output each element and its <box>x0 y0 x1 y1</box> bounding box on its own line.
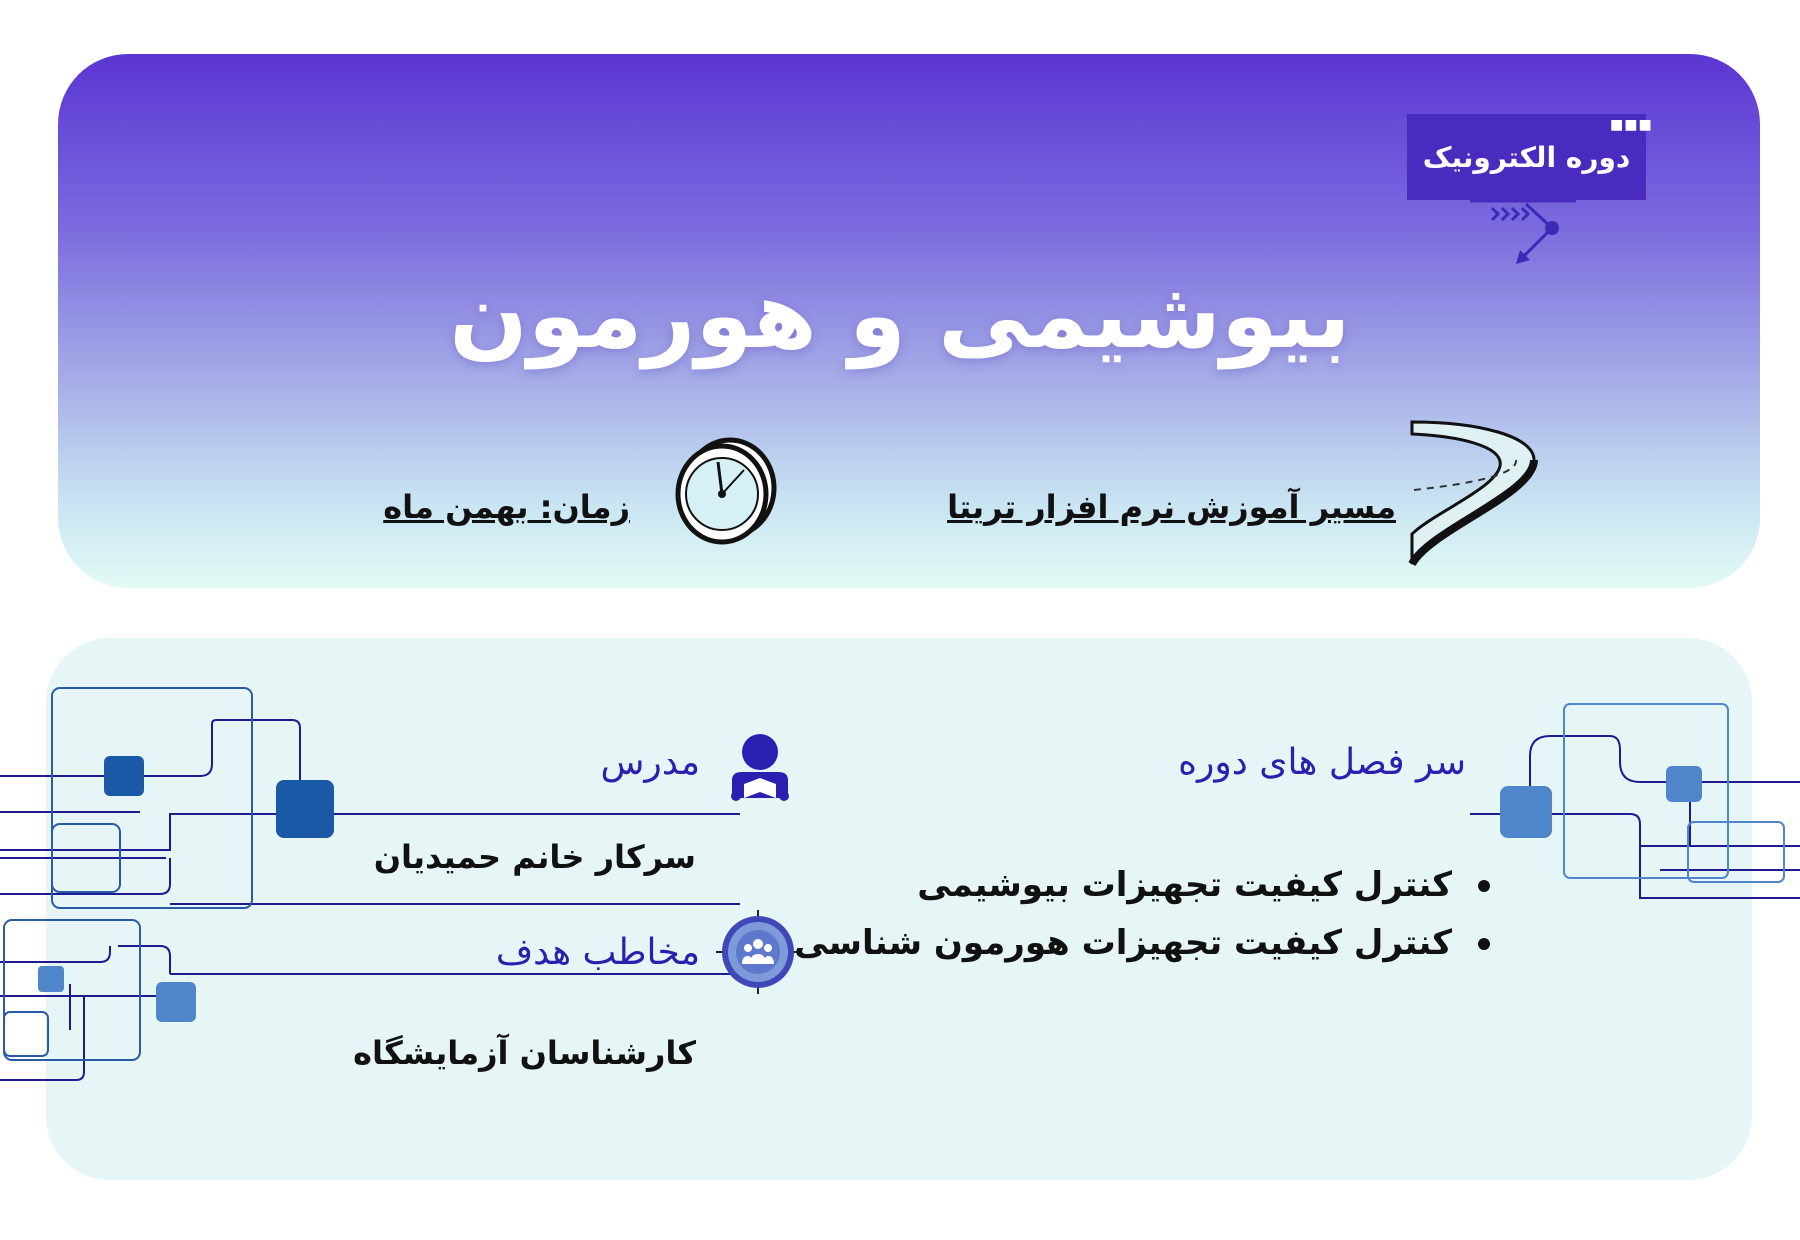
teacher-name: سرکار خانم حمیدیان <box>373 838 696 876</box>
learning-path-link[interactable]: مسیر آموزش نرم افزار تریتا <box>947 488 1396 526</box>
audience-label: مخاطب هدف <box>495 932 700 973</box>
chapter-list <box>794 856 1496 972</box>
road-icon <box>1408 418 1540 568</box>
circuit-decoration-right <box>1470 696 1800 916</box>
badge-label: دوره الکترونیک <box>1422 140 1631 174</box>
chapters-label: سر فصل های دوره <box>1178 742 1466 783</box>
chapter-item: کنترل کیفیت تجهیزات بیوشیمی <box>794 856 1496 914</box>
clock-icon <box>668 436 780 548</box>
audience-value: کارشناسان آزمایشگاه <box>353 1034 696 1072</box>
teacher-label: مدرس <box>600 742 700 783</box>
arrow-icon <box>1466 196 1576 268</box>
course-title: بیوشیمی و هورمون <box>449 262 1351 369</box>
course-time: زمان: بهمن ماه <box>383 488 630 526</box>
badge-dots-icon: ■■■ <box>1610 117 1653 133</box>
chapter-item: کنترل کیفیت تجهیزات هورمون شناسی <box>794 914 1496 972</box>
target-audience-icon <box>716 910 800 994</box>
teacher-icon <box>722 732 796 806</box>
